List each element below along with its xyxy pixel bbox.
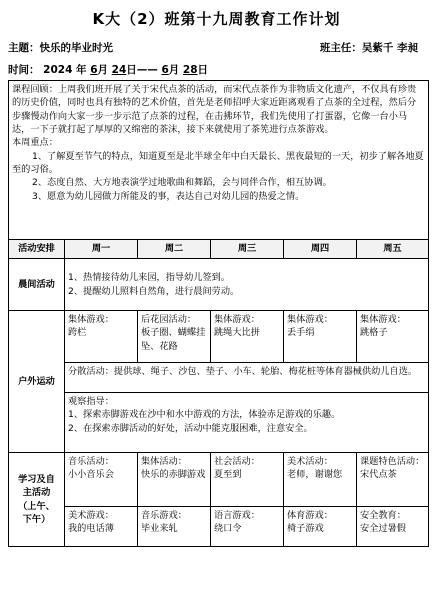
learning-row-2 bbox=[9, 507, 429, 547]
morning-item: 1、热情接待幼儿来园，指导幼儿签到。 bbox=[68, 272, 231, 284]
plan-table bbox=[8, 80, 429, 547]
time-ri-start: 日—— bbox=[126, 64, 158, 76]
game-title: 集体游戏： bbox=[287, 314, 333, 325]
activity-title: 音乐活动： bbox=[68, 456, 114, 467]
game-body: 丢手绢 bbox=[287, 327, 315, 339]
teacher-label: 班主任： bbox=[319, 42, 362, 54]
learning-wed-1 bbox=[211, 453, 284, 507]
learning-label bbox=[9, 453, 65, 547]
outdoor-observe-row bbox=[9, 393, 429, 453]
activity-title: 美术游戏： bbox=[68, 510, 114, 521]
outdoor-game-mon bbox=[65, 311, 138, 363]
time-ri-end: 日 bbox=[197, 64, 209, 76]
time-month-start: 6 bbox=[90, 64, 98, 76]
time-line bbox=[8, 62, 424, 77]
learning-thu-1 bbox=[284, 453, 357, 507]
focus-item: 1、了解夏至节气的特点，知道夏至是北半球全年中白天最长、黑夜最短的一天，初步了解各地夏至的习俗。 bbox=[12, 150, 424, 176]
time-y: 年 bbox=[76, 64, 87, 76]
activity-body: 安全过暑假 bbox=[360, 523, 406, 535]
activity-title: 音乐游戏： bbox=[141, 510, 187, 521]
teacher-value: 吴紫千 李昶 bbox=[361, 42, 418, 54]
header-thu: 周四 bbox=[284, 240, 357, 259]
learning-mon-1 bbox=[65, 453, 138, 507]
activity-title: 美术活动： bbox=[287, 456, 333, 467]
activity-title: 课题特色活动： bbox=[360, 456, 425, 467]
focus-item: 2、态度自然、大方地表演学过地歌曲和舞蹈，会与同伴合作，相互协调。 bbox=[32, 177, 332, 189]
activity-title: 语言游戏： bbox=[214, 510, 260, 521]
time-month-end: 6 bbox=[161, 64, 169, 76]
header-fri: 周五 bbox=[357, 240, 429, 259]
header-activity: 活动安排 bbox=[9, 240, 65, 259]
theme-line bbox=[8, 40, 424, 55]
learning-label-line: （上午、 bbox=[18, 500, 55, 512]
activity-body: 椅子游戏 bbox=[287, 523, 324, 535]
observe-item: 1、探索赤脚游戏在沙中和水中游戏的方法，体验赤足游戏的乐趣。 bbox=[68, 409, 341, 421]
morning-item: 2、提醒幼儿照料自然角，进行晨间劳动。 bbox=[68, 285, 240, 297]
time-yue-end: 月 bbox=[168, 64, 180, 76]
outdoor-free: 分散活动：提供球、绳子、沙包、垫子、小车、轮胎、梅花桩等体育器械供幼儿自选。 bbox=[65, 363, 429, 393]
learning-label-line: 学习及自 bbox=[18, 473, 55, 485]
time-label: 时间： bbox=[8, 64, 40, 76]
learning-wed-2 bbox=[211, 507, 284, 547]
page-title: K大（2）班第十九周教育工作计划 bbox=[92, 10, 341, 28]
time-day-start: 24 bbox=[111, 64, 127, 76]
time-day-end: 28 bbox=[182, 64, 198, 76]
game-title: 集体游戏： bbox=[360, 314, 406, 325]
outdoor-game-thu bbox=[284, 311, 357, 363]
activity-body: 绕口令 bbox=[214, 523, 242, 535]
learning-fri-1 bbox=[357, 453, 429, 507]
outdoor-game-fri bbox=[357, 311, 429, 363]
game-title: 集体游戏： bbox=[214, 314, 260, 325]
learning-label-line: 主活动 bbox=[22, 487, 51, 499]
activity-title: 集体活动： bbox=[141, 456, 187, 467]
learning-label-line: 下午） bbox=[22, 513, 51, 525]
outdoor-game-wed bbox=[211, 311, 284, 363]
learning-mon-2 bbox=[65, 507, 138, 547]
morning-label: 晨间活动 bbox=[9, 259, 65, 311]
focus-item: 3、愿意为幼儿园做力所能及的事，表达自己对幼儿园的热爱之情。 bbox=[32, 190, 305, 202]
activity-body: 小小音乐会 bbox=[68, 469, 114, 481]
game-title: 后花园活动： bbox=[141, 314, 197, 325]
activity-body: 毕业来轧 bbox=[141, 523, 178, 535]
learning-fri-2 bbox=[357, 507, 429, 547]
observe-item: 2、在探索赤脚活动的好处，活动中能克服困难，注意安全。 bbox=[68, 422, 313, 434]
outdoor-games-row bbox=[9, 311, 429, 363]
game-body: 跨栏 bbox=[68, 327, 87, 339]
teacher-line bbox=[320, 40, 418, 55]
outdoor-observe bbox=[65, 393, 429, 453]
time-yue-start: 月 bbox=[97, 64, 109, 76]
activity-body: 老师，谢谢您 bbox=[287, 469, 343, 481]
course-review: 课程回顾：上周我们班开展了关于宋代点茶的活动，而宋代点茶作为非物质文化遗产，不仅具有珍贵的历史价值，同时也具有独特的艺术价值，首先是老师招呼大家近距离观看了点茶的全过程，然后分步骤慢动作向大家一步一步示范了点茶的过程，在击拂环节，我们先使用了打蛋器，它像一台小马达，一下子就打起了厚厚的又绵密的茶沫，接下来就使用了茶筅进行点茶游戏。 bbox=[12, 84, 417, 136]
game-body: 板子圈、蝴蝶挂坠、花路 bbox=[141, 327, 206, 352]
activity-body: 快乐的赤脚游戏 bbox=[141, 469, 206, 481]
activity-body: 宋代点茶 bbox=[360, 469, 397, 481]
activity-title: 体育游戏： bbox=[287, 510, 333, 521]
learning-row-1 bbox=[9, 453, 429, 507]
outdoor-label: 户外运动 bbox=[9, 311, 65, 453]
game-title: 集体游戏： bbox=[68, 314, 114, 325]
header-wed: 周三 bbox=[211, 240, 284, 259]
activity-title: 社会活动： bbox=[214, 456, 260, 467]
activity-title: 安全教育： bbox=[360, 510, 406, 521]
learning-tue-2 bbox=[138, 507, 211, 547]
activity-body: 夏至到 bbox=[214, 469, 242, 481]
observe-title: 观察指导： bbox=[68, 396, 114, 407]
time-year: 2024 bbox=[43, 64, 73, 76]
learning-thu-2 bbox=[284, 507, 357, 547]
header-tue: 周二 bbox=[138, 240, 211, 259]
focus-title: 本周重点： bbox=[12, 137, 58, 149]
intro-cell bbox=[9, 81, 429, 240]
morning-row bbox=[9, 259, 429, 311]
activity-body: 我的电话薄 bbox=[68, 523, 114, 535]
learning-tue-1 bbox=[138, 453, 211, 507]
game-body: 跳绳大比拼 bbox=[214, 327, 260, 339]
table-header bbox=[9, 240, 429, 259]
morning-content bbox=[65, 259, 429, 311]
outdoor-free-row bbox=[9, 363, 429, 393]
theme-value: 快乐的毕业时光 bbox=[39, 42, 113, 54]
theme-label: 主题： bbox=[8, 42, 40, 54]
game-body: 跳格子 bbox=[360, 327, 388, 339]
header-mon: 周一 bbox=[65, 240, 138, 259]
outdoor-game-tue bbox=[138, 311, 211, 363]
